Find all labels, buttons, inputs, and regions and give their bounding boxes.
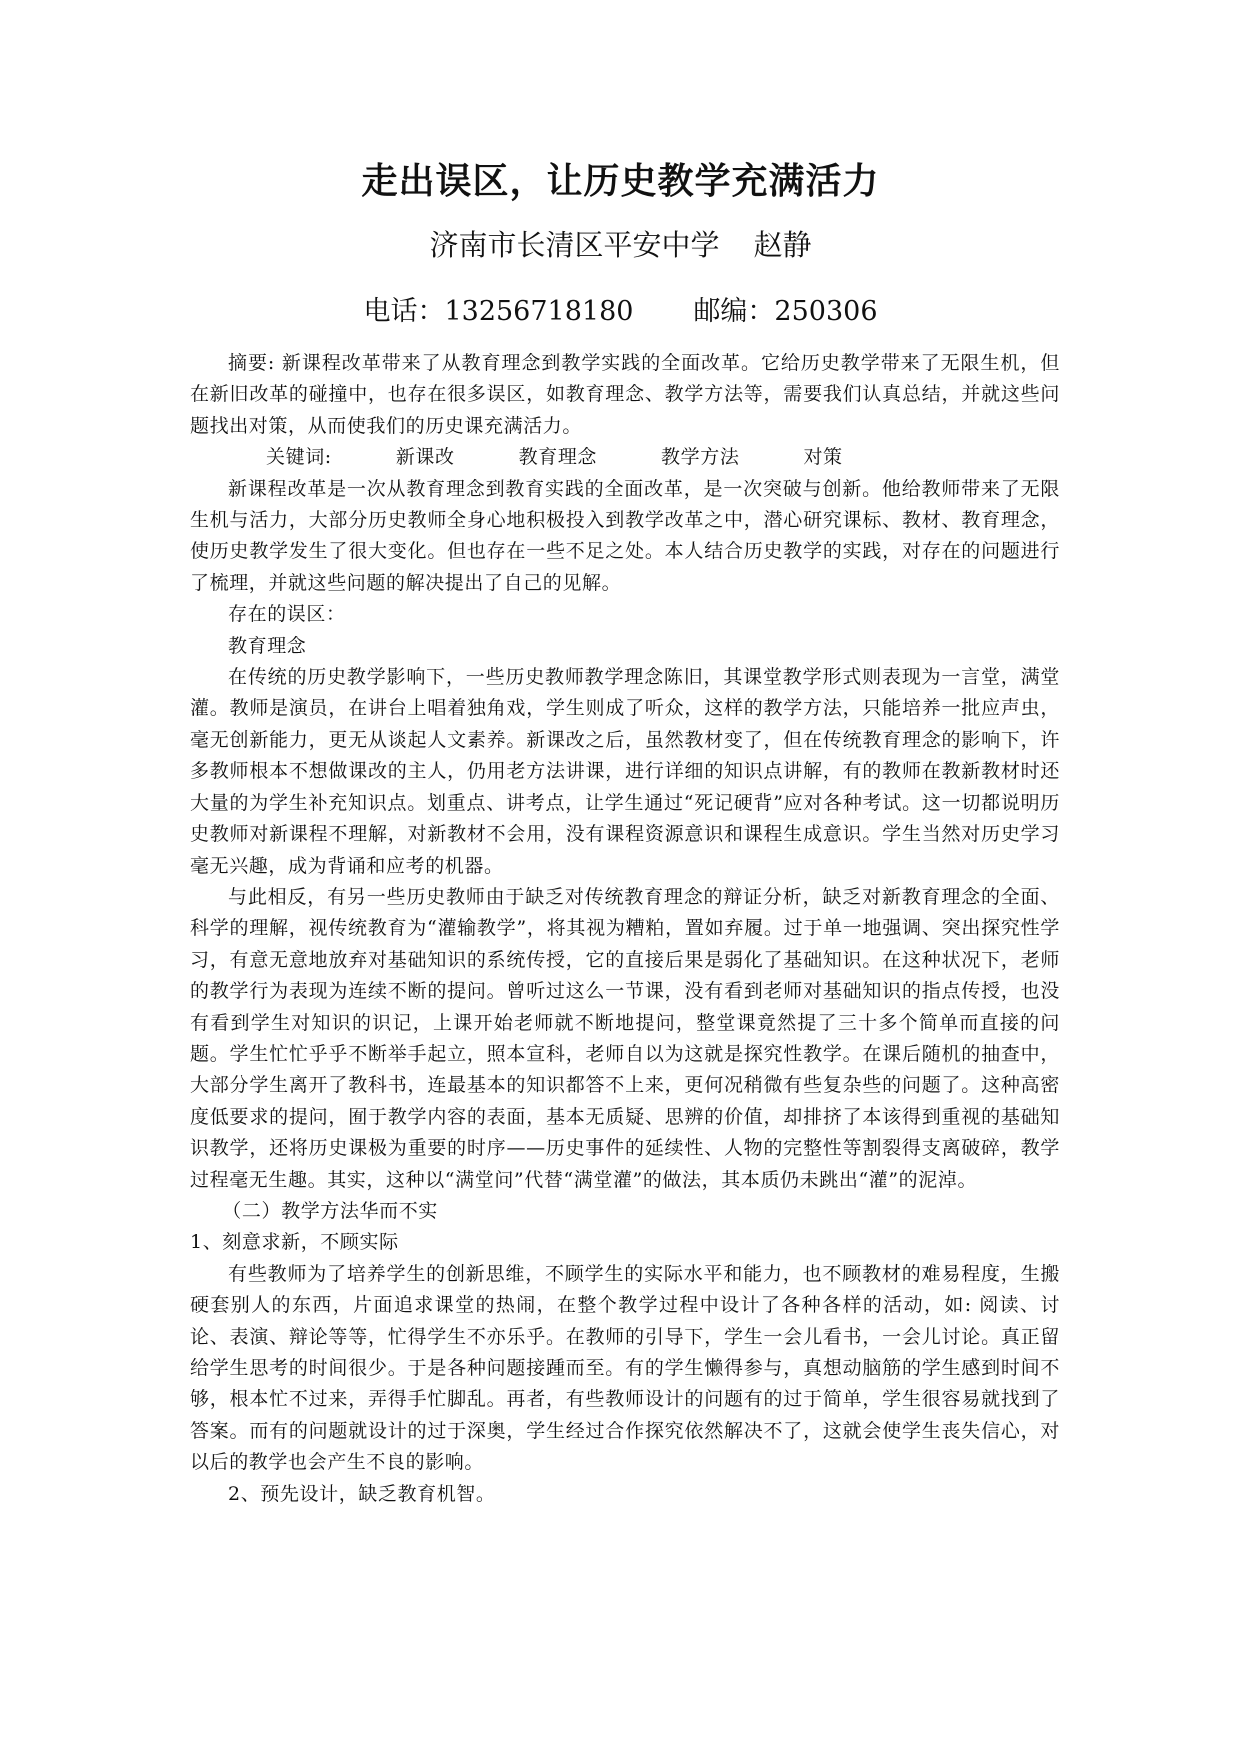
body-paragraph: 与此相反，有另一些历史教师由于缺乏对传统教育理念的辩证分析，缺乏对新教育理念的全面、科学的理解，视传统教育为“灌输教学”，将其视为糟粕，置如弃履。过于单一地强调、突出探究性学习，有意无意地放弃对基础知识的系统传授，它的直接后果是弱化了基础知识。在这种状况下，老师的教学行为表现为连续不断的提问。曾听过这么一节课，没有看到老师对基础知识的指点传授，也没有看到学生对知识的识记，上课开始老师就不断地提问，整堂课竟然提了三十多个简单而直接的问题。学生忙忙乎乎不断举手起立，照本宣科，老师自以为这就是探究性教学。在课后随机的抽查中，大部分学生离开了教科书，连最基本的知识都答不上来，更何况稍微有些复杂些的问题了。这种高密度低要求的提问，囿于教学内容的表面，基本无质疑、思辨的价值，却排挤了本该得到重视的基础知识教学，还将历史课极为重要的时序——历史事件的延续性、人物的完整性等割裂得支离破碎，教学过程毫无生趣。其实，这种以“满堂问”代替“满堂灌”的做法，其本质仍未跳出“灌”的泥淖。 <box>190 885 1060 1191</box>
body-paragraph: 在传统的历史教学影响下，一些历史教师教学理念陈旧，其课堂教学形式则表现为一言堂，满堂灌。教师是演员，在讲台上唱着独角戏，学生则成了听众，这样的教学方法，只能培养一批应声虫，毫无创新能力，更无从谈起人文素养。新课改之后，虽然教材变了，但在传统教育理念的影响下，许多教师根本不想做课改的主人，仍用老方法讲课，进行详细的知识点讲解，有的教师在教新教材时还大量的为学生补充知识点。划重点、讲考点，让学生通过“死记硬背”应对各种考试。这一切都说明历史教师对新课程不理解，对新教材不会用，没有课程资源意识和课程生成意识。学生当然对历史学习毫无兴趣，成为背诵和应考的机器。 <box>190 666 1060 877</box>
subsection-heading: （二）教学方法华而不实 <box>222 1199 438 1222</box>
author-line <box>0 226 1241 264</box>
postcode: 邮编：250306 <box>693 296 878 327</box>
keyword: 教育理念 <box>518 446 598 469</box>
numbered-heading: 1、刻意求新，不顾实际 <box>190 1231 399 1254</box>
subsection-heading: 教育理念 <box>228 634 307 657</box>
phone-number: 电话：13256718180 <box>363 296 634 327</box>
document-body <box>190 348 1060 1510</box>
body-paragraph: 有些教师为了培养学生的创新思维，不顾学生的实际水平和能力，也不顾教材的难易程度，生搬硬套别人的东西，片面追求课堂的热闹，在整个教学过程中设计了各种各样的活动，如: 阅读、讨论、表演、辩论等等，忙得学生不亦乐乎。在教师的引导下，学生一会儿看书，一会儿讨论。真正留给学生思考的时间很少。于是各种问题接踵而至。有的学生懒得参与，真想动脑筋的学生感到时间不够，根本忙不过来，弄得手忙脚乱。再者，有些教师设计的问题有的过于简单，学生很容易就找到了答案。而有的问题就设计的过于深奥，学生经过合作探究依然解决不了，这就会使学生丧失信心，对以后的教学也会产生不良的影响。 <box>190 1262 1060 1474</box>
keyword: 对策 <box>803 446 843 469</box>
keyword: 教学方法 <box>661 446 740 469</box>
section-heading: 存在的误区： <box>228 603 346 626</box>
keywords-label: 关键词: <box>266 446 332 469</box>
keyword: 新课改 <box>395 446 455 469</box>
intro-paragraph: 新课程改革是一次从教育理念到教育实践的全面改革，是一次突破与创新。他给教师带来了无限生机与活力，大部分历史教师全身心地积极投入到教学改革之中，潜心研究课标、教材、教育理念，使历史教学发生了很大变化。但也存在一些不足之处。本人结合历史教学的实践，对存在的问题进行了梳理，并就这些问题的解决提出了自己的见解。 <box>190 477 1060 594</box>
keywords-line <box>190 442 1060 473</box>
document-title: 走出误区，让历史教学充满活力 <box>361 161 880 202</box>
contact-line <box>0 294 1241 330</box>
numbered-heading: 2、预先设计，缺乏教育机智。 <box>228 1482 496 1505</box>
author-name: 赵静 <box>753 228 812 262</box>
abstract: 摘要: 新课程改革带来了从教育理念到教学实践的全面改革。它给历史教学带来了无限生机，但在新旧改革的碰撞中，也存在很多误区，如教育理念、教学方法等，需要我们认真总结，并就这些问题找出对策，从而使我们的历史课充满活力。 <box>190 352 1060 437</box>
author-school: 济南市长清区平安中学 <box>429 228 720 262</box>
